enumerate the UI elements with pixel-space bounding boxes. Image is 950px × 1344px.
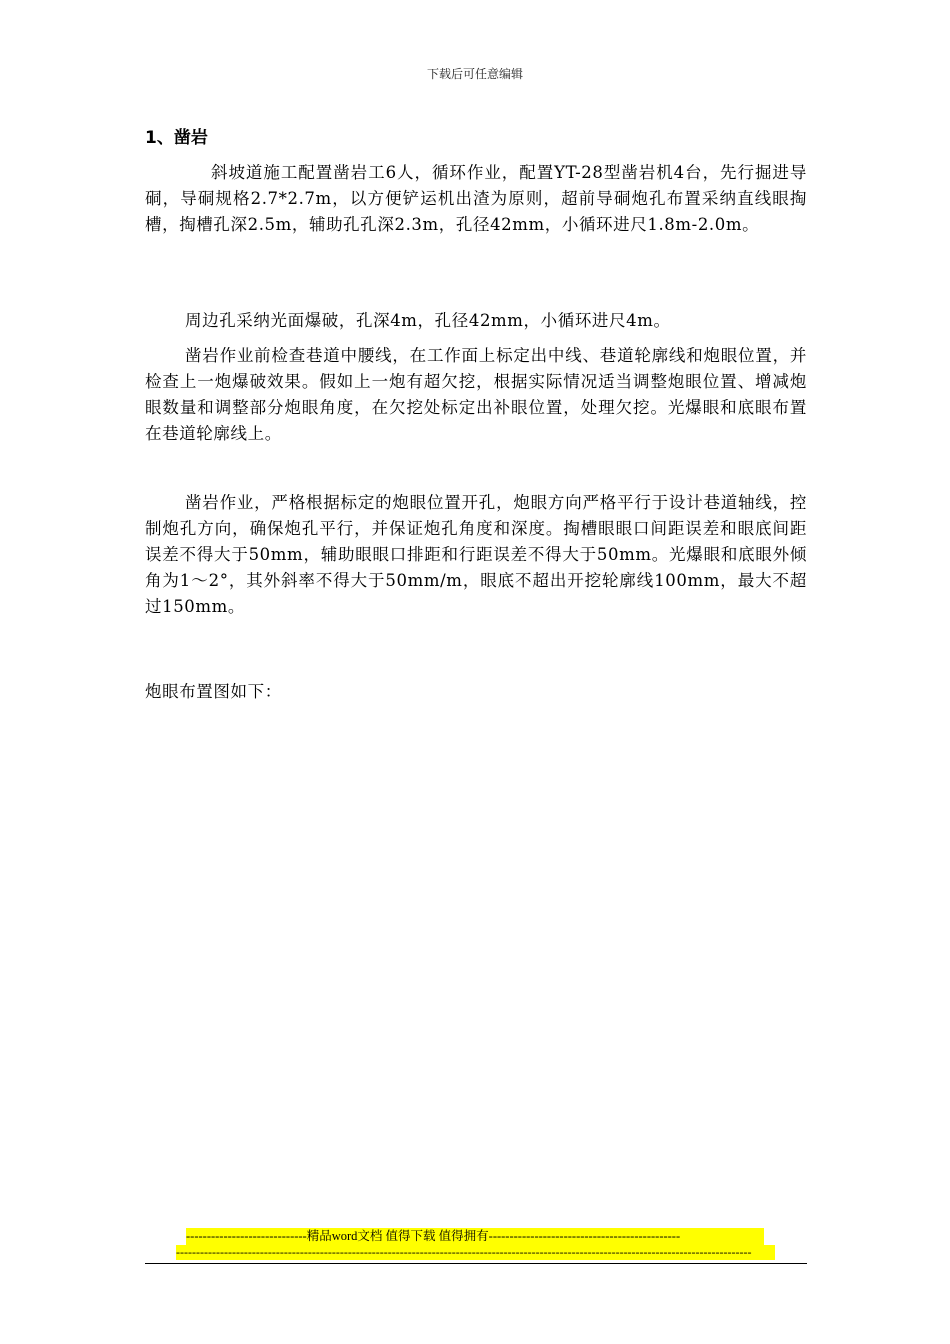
- section-heading: 1、凿岩: [145, 128, 208, 148]
- paragraph-block: [145, 679, 807, 705]
- paragraph-block: [145, 490, 807, 620]
- footer-dashes: ------------------------------------------------------------------------------------------------------------------------------------------------: [176, 1245, 775, 1260]
- footer-banner: -----------------------------精品word文档 值得下载 值得拥有----------------------------------------------: [186, 1228, 764, 1245]
- paragraph-4: 凿岩作业，严格根据标定的炮眼位置开孔，炮眼方向严格平行于设计巷道轴线，控制炮孔方向，确保炮孔平行，并保证炮孔角度和深度。掏槽眼眼口间距误差和眼底间距误差不得大于50mm，辅助眼眼口排距和行距误差不得大于50mm。光爆眼和底眼外倾角为1～2°，其外斜率不得大于50mm/m，眼底不超出开挖轮廓线100mm，最大不超过150mm。: [145, 493, 807, 616]
- page-header: 下载后可任意编辑: [426, 67, 523, 81]
- paragraph-5: 炮眼布置图如下：: [145, 682, 282, 701]
- paragraph-1: 斜坡道施工配置凿岩工6人，循环作业，配置YT-28型凿岩机4台，先行掘进导硐，导硐规格2.7*2.7m，以方便铲运机出渣为原则，超前导硐炮孔布置采纳直线眼掏槽，掏槽孔深2.5m，辅助孔孔深2.3m，孔径42mm，小循环进尺1.8m-2.0m。: [145, 163, 807, 234]
- paragraph-3: 凿岩作业前检查巷道中腰线，在工作面上标定出中线、巷道轮廓线和炮眼位置，并检查上一炮爆破效果。假如上一炮有超欠挖，根据实际情况适当调整炮眼位置、增减炮眼数量和调整部分炮眼角度，在欠挖处标定出补眼位置，处理欠挖。光爆眼和底眼布置在巷道轮廓线上。: [145, 346, 807, 443]
- paragraph-2: 周边孔采纳光面爆破，孔深4m，孔径42mm，小循环进尺4m。: [185, 311, 671, 330]
- paragraph-block: [145, 343, 807, 447]
- paragraph-block: [145, 160, 807, 238]
- paragraph-block: [145, 308, 807, 334]
- footer-divider: [145, 1263, 807, 1264]
